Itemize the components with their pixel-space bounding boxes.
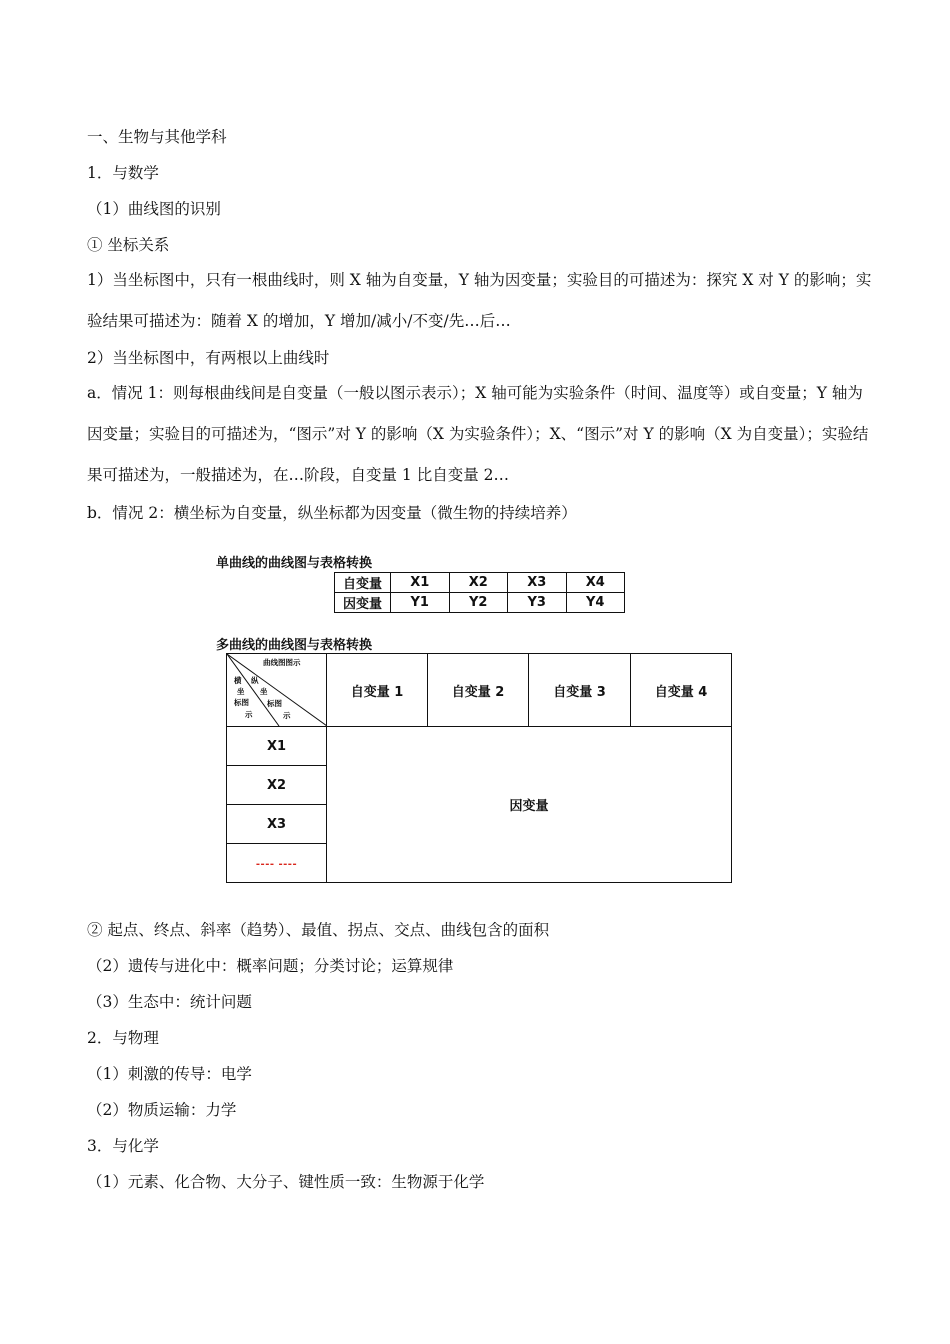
row-label-cell: X1 <box>227 727 327 766</box>
header-cell: 自变量 4 <box>631 654 732 727</box>
heading-section-1: 一、生物与其他学科 <box>87 128 227 146</box>
paragraph-multi-curve: 2）当坐标图中，有两根以上曲线时 <box>87 349 330 367</box>
cell: Y3 <box>508 593 567 613</box>
cell: X3 <box>508 573 567 593</box>
subheading-stimulus: （1）刺激的传导：电学 <box>87 1065 252 1083</box>
cell: Y4 <box>566 593 625 613</box>
row-label-cell: X2 <box>227 766 327 805</box>
subheading-transport: （2）物质运输：力学 <box>87 1101 237 1119</box>
subheading-elements: （1）元素、化合物、大分子、键性质一致：生物源于化学 <box>87 1173 485 1191</box>
body-cell: 因变量 <box>327 727 732 883</box>
heading-math: 1．与数学 <box>87 164 159 182</box>
single-curve-table-title: 单曲线的曲线图与表格转换 <box>216 556 373 571</box>
header-cell: 自变量 3 <box>529 654 631 727</box>
corner-label: 标图 <box>267 699 282 708</box>
cell: Y2 <box>449 593 508 613</box>
paragraph-case-1: a．情况 1：则每根曲线间是自变量（一般以图示表示）；X 轴可能为实验条件（时间、温度等）或自变量；Y 轴为因变量；实验目的可描述为，“图示”对 Y 的影响（X 为实验条件）；X、“图示”对 Y 的影响（X 为自变量）；实验结果可描述为，一般描述为，在…阶段，自变量 1 比自变量 2… <box>87 384 869 484</box>
cell: 自变量 <box>335 573 391 593</box>
corner-label: 示 <box>245 710 253 719</box>
corner-label: 坐 <box>237 687 245 696</box>
cell: X4 <box>566 573 625 593</box>
corner-diagonal-cell <box>227 654 327 727</box>
corner-label: 曲线图图示 <box>263 658 301 667</box>
single-curve-table <box>334 572 625 613</box>
heading-chemistry: 3．与化学 <box>87 1137 159 1155</box>
subheading-ecology: （3）生态中：统计问题 <box>87 993 252 1011</box>
ellipsis-text: ---- ---- <box>255 858 298 870</box>
item-curve-features: ② 起点、终点、斜率（趋势）、最值、拐点、交点、曲线包含的面积 <box>87 921 550 939</box>
corner-label: 标图 <box>234 698 249 707</box>
header-cell: 自变量 1 <box>327 654 428 727</box>
corner-label: 示 <box>283 711 291 720</box>
multi-curve-table <box>226 653 732 883</box>
cell: X1 <box>391 573 450 593</box>
corner-label: 纵 <box>251 676 259 685</box>
row-label-cell: X3 <box>227 805 327 844</box>
row-label-cell-ellipsis <box>227 844 327 883</box>
heading-physics: 2．与物理 <box>87 1029 159 1047</box>
item-coordinate-relation: ① 坐标关系 <box>87 236 170 254</box>
corner-label: 横 <box>234 676 242 685</box>
subheading-curve-recognition: （1）曲线图的识别 <box>87 200 221 218</box>
paragraph-case-2: b．情况 2：横坐标为自变量，纵坐标都为因变量（微生物的持续培养） <box>87 504 577 522</box>
cell: Y1 <box>391 593 450 613</box>
paragraph-single-curve: 1）当坐标图中，只有一根曲线时，则 X 轴为自变量，Y 轴为因变量；实验目的可描述为：探究 X 对 Y 的影响；实验结果可描述为：随着 X 的增加，Y 增加/减小/不变/先…后… <box>87 271 872 330</box>
header-cell: 自变量 2 <box>428 654 529 727</box>
subheading-genetics: （2）遗传与进化中：概率问题；分类讨论；运算规律 <box>87 957 454 975</box>
corner-label: 坐 <box>260 687 268 696</box>
multi-curve-table-title: 多曲线的曲线图与表格转换 <box>216 638 373 653</box>
cell: 因变量 <box>335 593 391 613</box>
cell: X2 <box>449 573 508 593</box>
